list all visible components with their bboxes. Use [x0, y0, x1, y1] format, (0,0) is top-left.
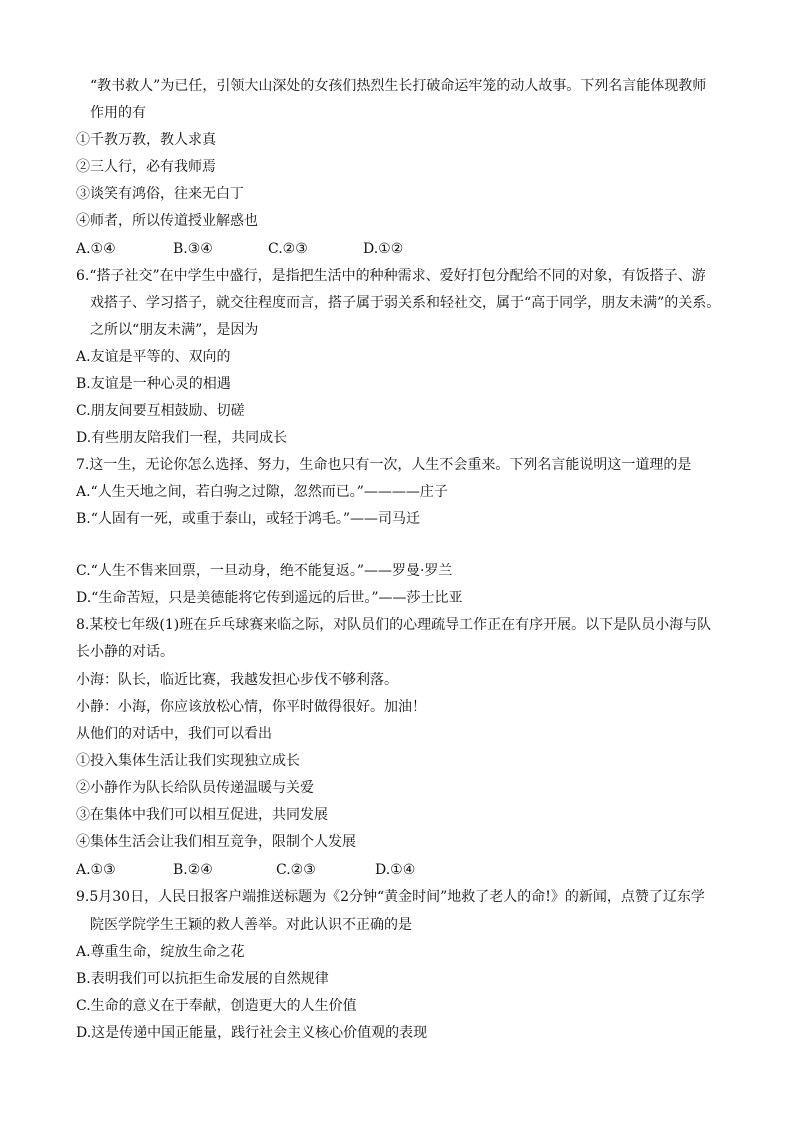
q7-option-d[interactable]: D.“生命苦短，只是美德能将它传到遥远的后世。”——莎士比亚 — [76, 590, 463, 606]
q6-stem-line-2: 戏搭子、学习搭子，就交往程度而言，搭子属于弱关系和轻社交，属于“高于同学，朋友未满”的关系。 — [90, 295, 721, 311]
q6-option-d[interactable]: D.有些朋友陪我们一程，共同成长 — [76, 430, 288, 446]
q8-item-4: ④集体生活会让我们相互竞争，限制个人发展 — [76, 834, 356, 850]
q5-option-b[interactable]: B.③④ — [173, 241, 213, 257]
q8-option-a[interactable]: A.①③ — [76, 862, 116, 878]
q8-lead: 从他们的对话中，我们可以看出 — [76, 726, 272, 742]
q8-options — [76, 862, 415, 878]
q8-item-1: ①投入集体生活让我们实现独立成长 — [76, 753, 300, 769]
q9-option-a[interactable]: A.尊重生命，绽放生命之花 — [76, 944, 245, 960]
q6-stem-line-1: 6.“搭子社交”在中学生中盛行，是指把生活中的种种需求、爱好打包分配给不同的对象，有饭搭子、游 — [76, 268, 706, 284]
q5-options — [76, 241, 403, 257]
q7-option-a[interactable]: A.“人生天地之间，若白驹之过隙，忽然而已。”————庄子 — [76, 484, 448, 500]
q9-option-c[interactable]: C.生命的意义在于奉献，创造更大的人生价值 — [76, 998, 357, 1014]
q8-option-c[interactable]: C.②③ — [276, 862, 316, 878]
q9-stem-line-2: 院医学院学生王颖的救人善举。对此认识不正确的是 — [90, 917, 412, 933]
q8-stem-line-1: 8.某校七年级(1)班在乒乓球赛来临之际，对队员们的心理疏导工作正在有序开展。以下是队员小海与队 — [76, 617, 712, 633]
q6-option-a[interactable]: A.友谊是平等的、双向的 — [76, 349, 231, 365]
q8-stem-line-2: 长小静的对话。 — [76, 644, 174, 660]
q5-option-a[interactable]: A.①④ — [76, 241, 116, 257]
q5-item-1: ①千教万教，教人求真 — [76, 132, 216, 148]
q8-item-2: ②小静作为队长给队员传递温暖与关爱 — [76, 780, 314, 796]
q8-dialog-1: 小海：队长，临近比赛，我越发担心步伐不够利落。 — [76, 672, 398, 688]
q5-stem-line-1: “教书救人”为已任，引领大山深处的女孩们热烈生长打破命运牢笼的动人故事。下列名言能体现教师 — [90, 78, 707, 94]
q8-option-b[interactable]: B.②④ — [173, 862, 213, 878]
q5-stem-line-2: 作用的有 — [90, 105, 146, 121]
q9-stem-line-1: 9.5月30日，人民日报客户端推送标题为《2分钟“黄金时间”地救了老人的命!》的新闻，点赞了辽东学 — [76, 889, 705, 905]
q6-option-b[interactable]: B.友谊是一种心灵的相遇 — [76, 376, 231, 392]
q8-item-3: ③在集体中我们可以相互促进，共同发展 — [76, 807, 328, 823]
q6-stem-line-3: 之所以“朋友未满”，是因为 — [90, 322, 259, 338]
q8-option-d[interactable]: D.①④ — [375, 862, 416, 878]
q8-dialog-2: 小静：小海，你应该放松心情，你平时做得很好。加油！ — [76, 699, 426, 715]
q5-item-3: ③谈笑有鸿俗，往来无白丁 — [76, 186, 244, 202]
q5-item-2: ②三人行，必有我师焉 — [76, 159, 216, 175]
q9-option-d[interactable]: D.这是传递中国正能量，践行社会主义核心价值观的表现 — [76, 1025, 428, 1041]
q7-option-b[interactable]: B.“人固有一死，或重于泰山，或轻于鸿毛。”——司马迁 — [76, 511, 421, 527]
q7-stem: 7.这一生，无论你怎么选择、努力，生命也只有一次，人生不会重来。下列名言能说明这一道理的是 — [76, 457, 692, 473]
q9-option-b[interactable]: B.表明我们可以抗拒生命发展的自然规律 — [76, 971, 329, 987]
q5-item-4: ④师者，所以传道授业解惑也 — [76, 213, 258, 229]
q5-option-d[interactable]: D.①② — [363, 241, 404, 257]
q6-option-c[interactable]: C.朋友间要互相鼓励、切磋 — [76, 403, 245, 419]
q7-option-c[interactable]: C.“人生不售来回票，一旦动身，绝不能复返。”——罗曼·罗兰 — [76, 563, 453, 579]
q5-option-c[interactable]: C.②③ — [268, 241, 308, 257]
